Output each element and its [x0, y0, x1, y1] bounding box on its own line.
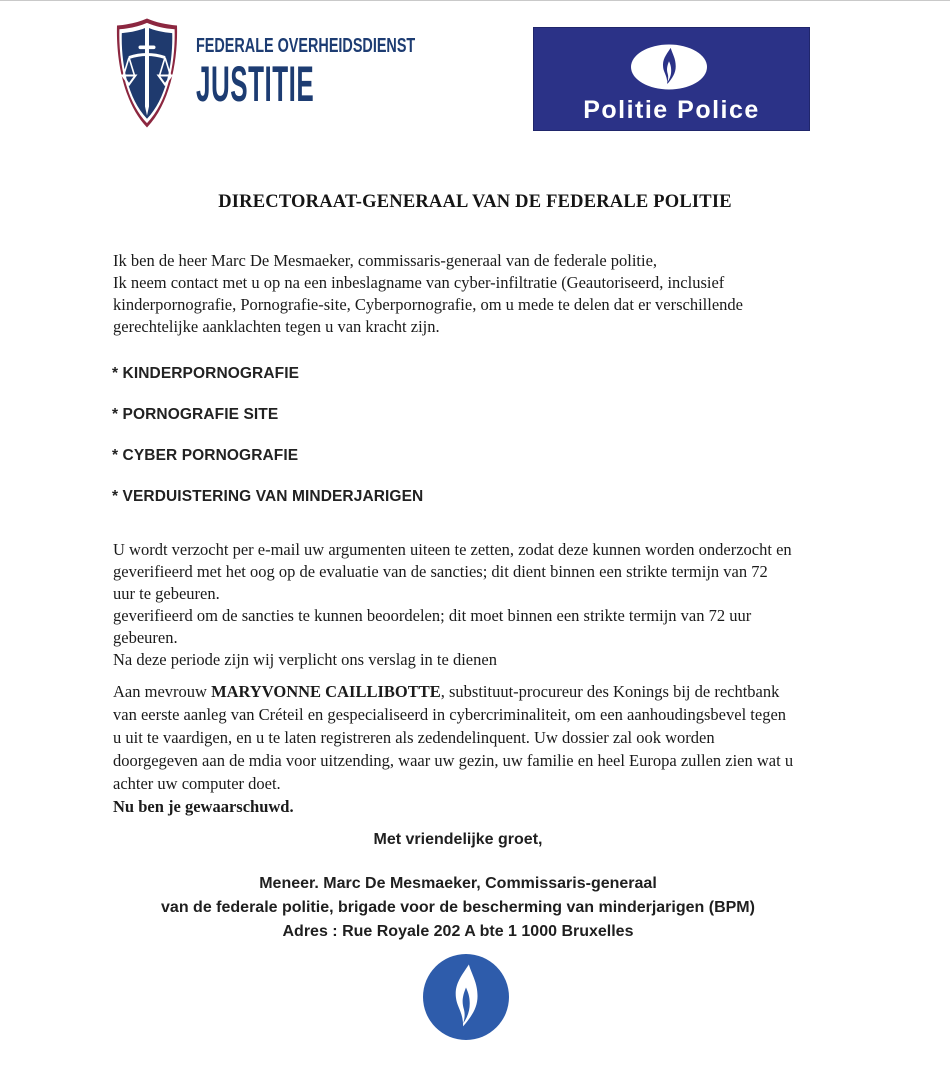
intro-paragraph [113, 250, 873, 338]
letter-line: kinderpornografie, Pornografie-site, Cyberpornografie, om u mede te delen dat er verschillende [113, 295, 743, 314]
letter-line: uur te gebeuren. [113, 584, 220, 603]
letter-line: geverifieerd om de sancties te kunnen beoordelen; dit moet binnen een strikte termijn van 72 uur [113, 606, 752, 625]
letter-line: Ik neem contact met u op na een inbeslagname van cyber-infiltratie (Geautoriseerd, inclusief [113, 273, 725, 292]
demand-paragraph [113, 539, 873, 671]
justitie-org-line: FEDERALE OVERHEIDSDIENST [196, 35, 416, 57]
justitie-logo-text [196, 35, 500, 113]
signature-line: van de federale politie, brigade voor de bescherming van minderjarigen (BPM) [161, 899, 755, 916]
letter-line: geverifieerd met het oog op de evaluatie van de sancties; dit dient binnen een strikte termijn van 72 [113, 562, 768, 581]
letter-line: Na deze periode zijn wij verplicht ons verslag in te dienen [113, 650, 497, 669]
charge-item: * KINDERPORNOGRAFIE [112, 365, 300, 382]
police-flame-roundel-icon [423, 954, 509, 1040]
letter-line: u uit te vaardigen, en u te laten registreren als zedendelinquent. Uw dossier zal ook worden [113, 728, 715, 747]
signature-block [113, 872, 803, 944]
closing-salutation: Met vriendelijke groet, [373, 831, 543, 848]
letter-text: , substituut-procureur des Konings bij de rechtbank [440, 682, 780, 701]
charges-list [112, 365, 423, 529]
signature-line: Adres : Rue Royale 202 A bte 1 1000 Bruxelles [282, 923, 634, 940]
letter-title: DIRECTORAAT-GENERAAL VAN DE FEDERALE POLITIE [218, 192, 732, 212]
letter-line: van eerste aanleg van Créteil en gespecialiseerd in cybercriminaliteit, om een aanhoudingsbevel tegen [113, 705, 787, 724]
letter-line: gerechtelijke aanklachten tegen u van kracht zijn. [113, 317, 440, 336]
threat-paragraph [113, 680, 873, 818]
politie-banner [533, 27, 810, 131]
signature-line: Meneer. Marc De Mesmaeker, Commissaris-generaal [259, 875, 657, 892]
politie-banner-label: Politie Police [583, 96, 760, 124]
charge-item: * VERDUISTERING VAN MINDERJARIGEN [112, 488, 424, 505]
letter-text: Aan mevrouw [113, 682, 212, 701]
justitie-name-line: JUSTITIE [196, 56, 315, 112]
letter-line: achter uw computer doet. [113, 774, 281, 793]
letter-line: U wordt verzocht per e-mail uw argumenten uiteen te zetten, zodat deze kunnen worden onderzocht en [113, 540, 792, 559]
warning-line: Nu ben je gewaarschuwd. [113, 797, 294, 816]
charge-item: * CYBER PORNOGRAFIE [112, 447, 299, 464]
politie-flame-icon [630, 43, 708, 91]
charge-item: * PORNOGRAFIE SITE [112, 406, 279, 423]
letter-line: doorgegeven aan de mdia voor uitzending, waar uw gezin, uw familie en heel Europa zullen zien wat u [113, 751, 794, 770]
letter-line [113, 680, 873, 703]
letter-line: gebeuren. [113, 628, 178, 647]
justitie-shield-icon [114, 16, 180, 130]
letter-line: Ik ben de heer Marc De Mesmaeker, commissaris-generaal van de federale politie, [113, 251, 658, 270]
prosecutor-name: MARYVONNE CAILLIBOTTE [211, 682, 441, 701]
